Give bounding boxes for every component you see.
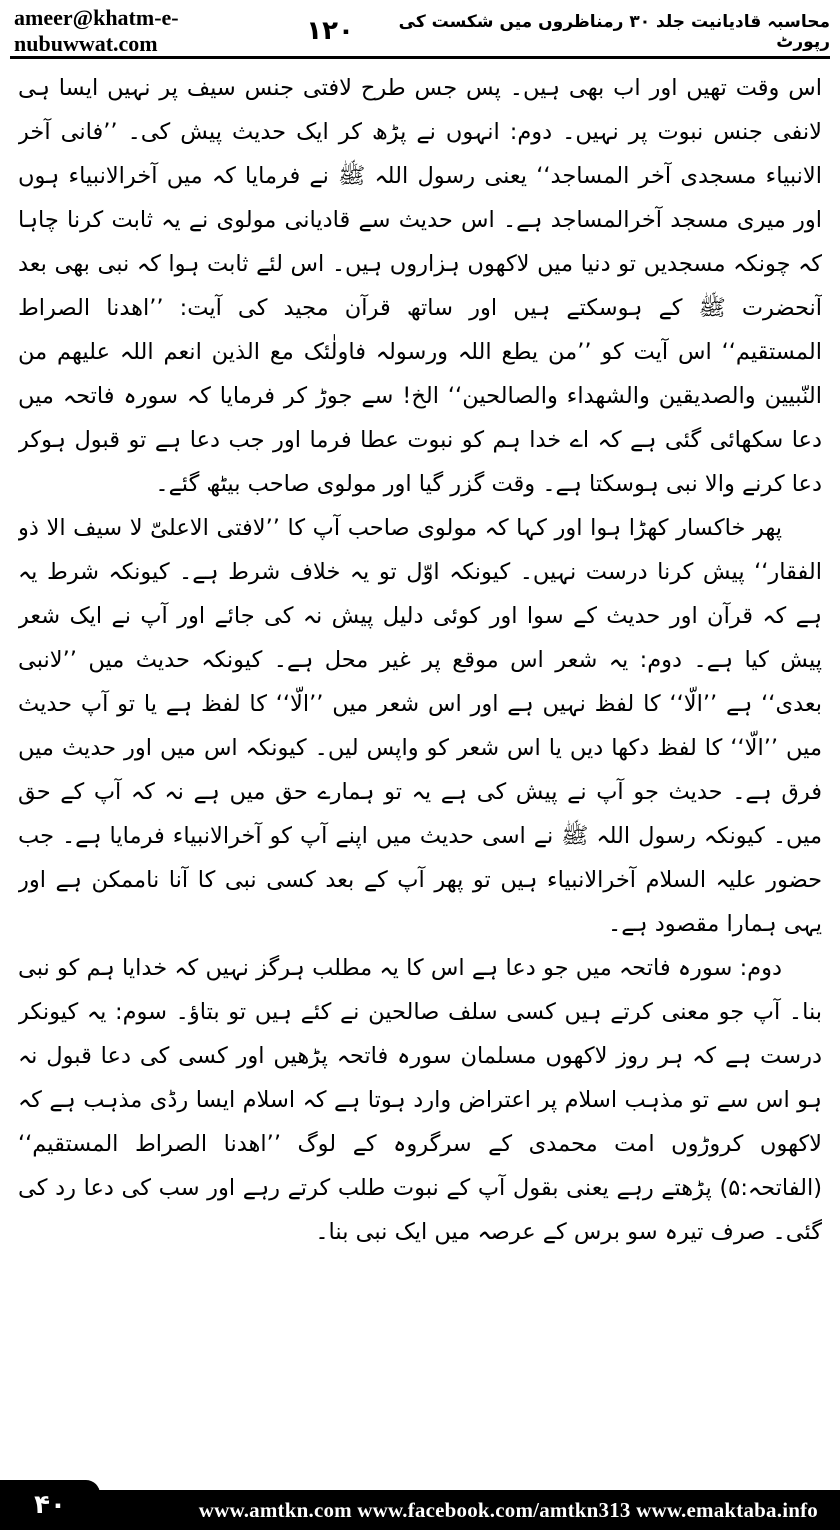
page-body (18, 66, 822, 1456)
page-header (14, 5, 830, 56)
page-footer (0, 1470, 840, 1540)
header-rule (10, 56, 830, 59)
page-number: ۱۲۰ (306, 16, 354, 46)
footer-links[interactable]: www.amtkn.com www.facebook.com/amtkn313 www.emaktaba.info (198, 1497, 818, 1522)
paragraph-2: پھر خاکسار کھڑا ہوا اور کہا کہ مولوی صاحب آپ کا ’’لافتی الاعلیّ لا سیف الا ذو الفقار‘‘ پیش کرنا درست نہیں۔ کیونکہ اوّل تو یہ خلاف شرط ہے۔ کیونکہ شرط یہ ہے کہ قرآن اور حدیث کے سوا اور کوئی دلیل پیش نہ کی جائے اور آپ نے ایک شعر پیش کیا ہے۔ دوم: یہ شعر اس موقع پر غیر محل ہے۔ کیونکہ حدیث میں ’’لانبی بعدی‘‘ ہے ’’الّا‘‘ کا لفظ نہیں ہے اور اس شعر میں ’’الّا‘‘ کا لفظ ہے یا تو آپ حدیث میں ’’الّا‘‘ کا لفظ دکھا دیں یا اس شعر کو واپس لیں۔ کیونکہ اس میں اور حدیث میں فرق ہے۔ حدیث جو آپ نے پیش کی ہے یہ تو ہمارے حق میں ہے نہ کہ آپ کے حق میں۔ کیونکہ رسول اللہ ﷺ نے اسی حدیث میں اپنے آپ کو آخرالانبیاء فرمایا ہے۔ جب حضور علیہ السلام آخرالانبیاء ہیں تو پھر آپ کے بعد کسی نبی کا آنا ناممکن ہے اور یہی ہمارا مقصود ہے۔ (18, 515, 822, 937)
footer-page-tab: ۴۰ (0, 1480, 100, 1530)
footer-bar (0, 1490, 840, 1530)
header-email[interactable]: ameer@khatm-e-nubuwwat.com (14, 5, 179, 56)
header-right (306, 11, 830, 52)
paragraph-3: دوم: سورہ فاتحہ میں جو دعا ہے اس کا یہ مطلب ہرگز نہیں کہ خدایا ہم کو نبی بنا۔ آپ جو معنی کرتے ہیں کسی سلف صالحین نے کئے ہیں تو بتاؤ۔ سوم: یہ کیونکر درست ہے کہ ہر روز لاکھوں مسلمان سورہ فاتحہ پڑھیں اور کسی کی دعا قبول نہ ہو اس سے تو مذہب اسلام پر اعتراض وارد ہوتا ہے کہ اسلام ایسا رڈی مذہب ہے کہ لاکھوں کروڑوں امت محمدی کے سرگروہ کے لوگ ’’اھدنا الصراط المستقیم‘‘ (الفاتحہ:۵) پڑھتے رہے یعنی بقول آپ کے نبوت طلب کرتے رہے اور سب کی دعا رد کی گئی۔ صرف تیرہ سو برس کے عرصہ میں ایک نبی بنا۔ (18, 955, 822, 1245)
running-title: محاسبہ قادیانیت جلد ۳۰ رمناظروں میں شکست کی رپورٹ (398, 11, 830, 52)
paragraph-1: اس وقت تھیں اور اب بھی ہیں۔ پس جس طرح لافتی جنس سیف پر نہیں ایسا ہی لانفی جنس نبوت پر نہیں۔ دوم: انہوں نے پڑھ کر ایک حدیث پیش کی۔ ’’فانی آخر الانبیاء مسجدی آخر المساجد‘‘ یعنی رسول اللہ ﷺ نے فرمایا کہ میں آخرالانبیاء ہوں اور میری مسجد آخرالمساجد ہے۔ اس حدیث سے قادیانی مولوی نے یہ ثابت کرنا چاہا کہ چونکہ مسجدیں تو دنیا میں لاکھوں ہزاروں ہیں۔ اس لئے ثابت ہوا کہ نبی بھی بعد آنحضرت ﷺ کے ہوسکتے ہیں اور ساتھ قرآن مجید کی آیت: ’’اھدنا الصراط المستقیم‘‘ اس آیت کو ’’من یطع اللہ ورسولہ فاولٰئک مع الذین انعم اللہ علیھم من النّبیین والصدیقین والشھداء والصالحین‘‘ الخ! سے جوڑ کر فرمایا کہ سورہ فاتحہ میں دعا سکھائی گئی ہے کہ اے خدا ہم کو نبوت عطا فرما اور جب دعا ہے تو قبول ہوکر دعا کرنے والا نبی ہوسکتا ہے۔ وقت گزر گیا اور مولوی صاحب بیٹھ گئے۔ (18, 75, 822, 497)
